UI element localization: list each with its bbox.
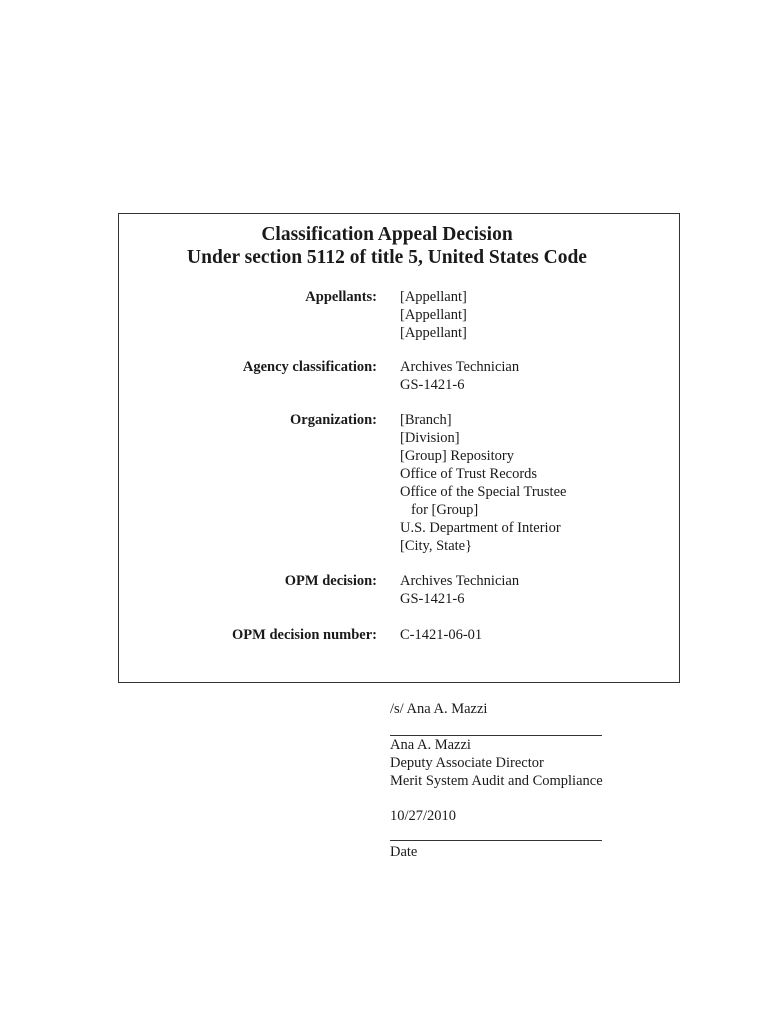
signed-line: /s/ Ana A. Mazzi xyxy=(390,701,488,717)
agency-classification-values xyxy=(400,358,519,394)
agency-classification-grade: GS-1421-6 xyxy=(400,377,465,393)
appellant-value: [Appellant] xyxy=(400,289,467,305)
opm-decision-grade: GS-1421-6 xyxy=(400,591,465,607)
date-label: Date xyxy=(390,844,418,860)
signatory-title: Deputy Associate Director xyxy=(390,755,544,771)
organization-line: Office of the Special Trustee xyxy=(400,484,567,500)
opm-decision-label: OPM decision: xyxy=(284,573,377,589)
agency-classification-label: Agency classification: xyxy=(242,359,377,375)
organization-label: Organization: xyxy=(290,412,377,428)
organization-line: U.S. Department of Interior xyxy=(400,520,561,536)
date-rule xyxy=(390,840,602,841)
organization-line: [City, State} xyxy=(400,538,473,554)
organization-line: for [Group] xyxy=(411,502,479,518)
opm-decision-values xyxy=(400,572,519,608)
decision-header-box xyxy=(118,213,680,683)
agency-classification-title: Archives Technician xyxy=(400,359,520,375)
signatory-office: Merit System Audit and Compliance xyxy=(390,773,603,789)
appellant-value: [Appellant] xyxy=(400,325,467,341)
organization-line: Office of Trust Records xyxy=(400,466,538,482)
document-subtitle: Under section 5112 of title 5, United States Code xyxy=(187,247,587,268)
appellants-label: Appellants: xyxy=(305,289,377,305)
signatory-name: Ana A. Mazzi xyxy=(390,737,471,753)
opm-decision-number: C-1421-06-01 xyxy=(400,627,483,643)
opm-decision-number-value xyxy=(400,626,482,644)
organization-line: [Group] Repository xyxy=(400,448,514,464)
document-title: Classification Appeal Decision xyxy=(261,224,513,245)
decision-date: 10/27/2010 xyxy=(390,808,457,824)
opm-decision-number-label: OPM decision number: xyxy=(232,627,377,643)
organization-line: [Branch] xyxy=(400,412,452,428)
organization-values xyxy=(400,411,566,555)
signatory-block xyxy=(390,736,603,790)
opm-decision-title: Archives Technician xyxy=(400,573,520,589)
appellants-values xyxy=(400,288,467,342)
organization-line: [Division] xyxy=(400,430,460,446)
appellant-value: [Appellant] xyxy=(400,307,467,323)
